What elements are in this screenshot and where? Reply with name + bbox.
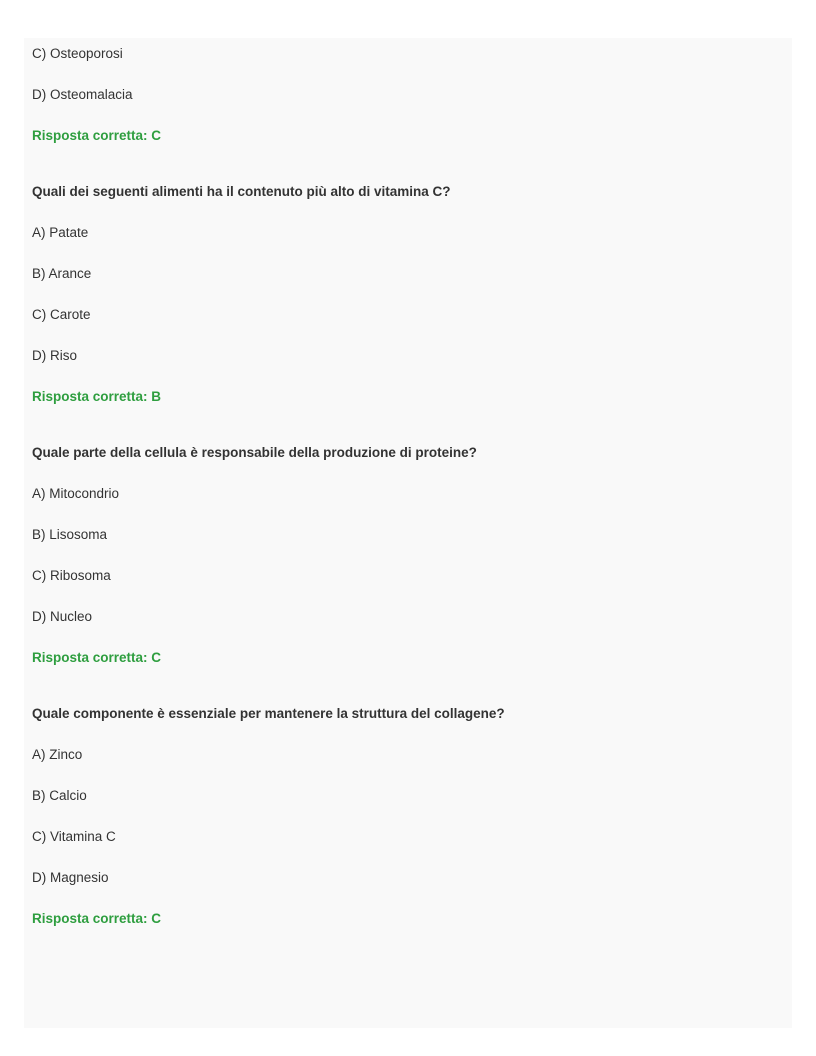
option-b: B) Arance [32,266,92,281]
correct-answer: Risposta corretta: C [32,650,162,665]
option-b: B) Lisosoma [32,527,108,542]
option-b: B) Calcio [32,788,87,803]
correct-answer: Risposta corretta: C [32,911,162,926]
option-a: A) Patate [32,225,89,240]
question-text: Quali dei seguenti alimenti ha il contenuto più alto di vitamina C? [32,184,451,199]
question-block-3 [32,706,792,927]
option-d: D) Riso [32,348,78,363]
quiz-panel [24,38,792,1028]
correct-answer: Risposta corretta: C [32,128,162,143]
question-text: Quale componente è essenziale per mantenere la struttura del collagene? [32,706,505,721]
option-c: C) Osteoporosi [32,46,123,61]
question-block-1 [32,184,792,405]
option-d: D) Osteomalacia [32,87,133,102]
option-c: C) Carote [32,307,91,322]
option-a: A) Zinco [32,747,83,762]
option-c: C) Ribosoma [32,568,111,583]
option-a: A) Mitocondrio [32,486,120,501]
option-d: D) Nucleo [32,609,93,624]
question-block-2 [32,445,792,666]
continued-question-block [32,38,792,144]
option-d: D) Magnesio [32,870,109,885]
correct-answer: Risposta corretta: B [32,389,162,404]
question-text: Quale parte della cellula è responsabile della produzione di proteine? [32,445,477,460]
option-c: C) Vitamina C [32,829,116,844]
